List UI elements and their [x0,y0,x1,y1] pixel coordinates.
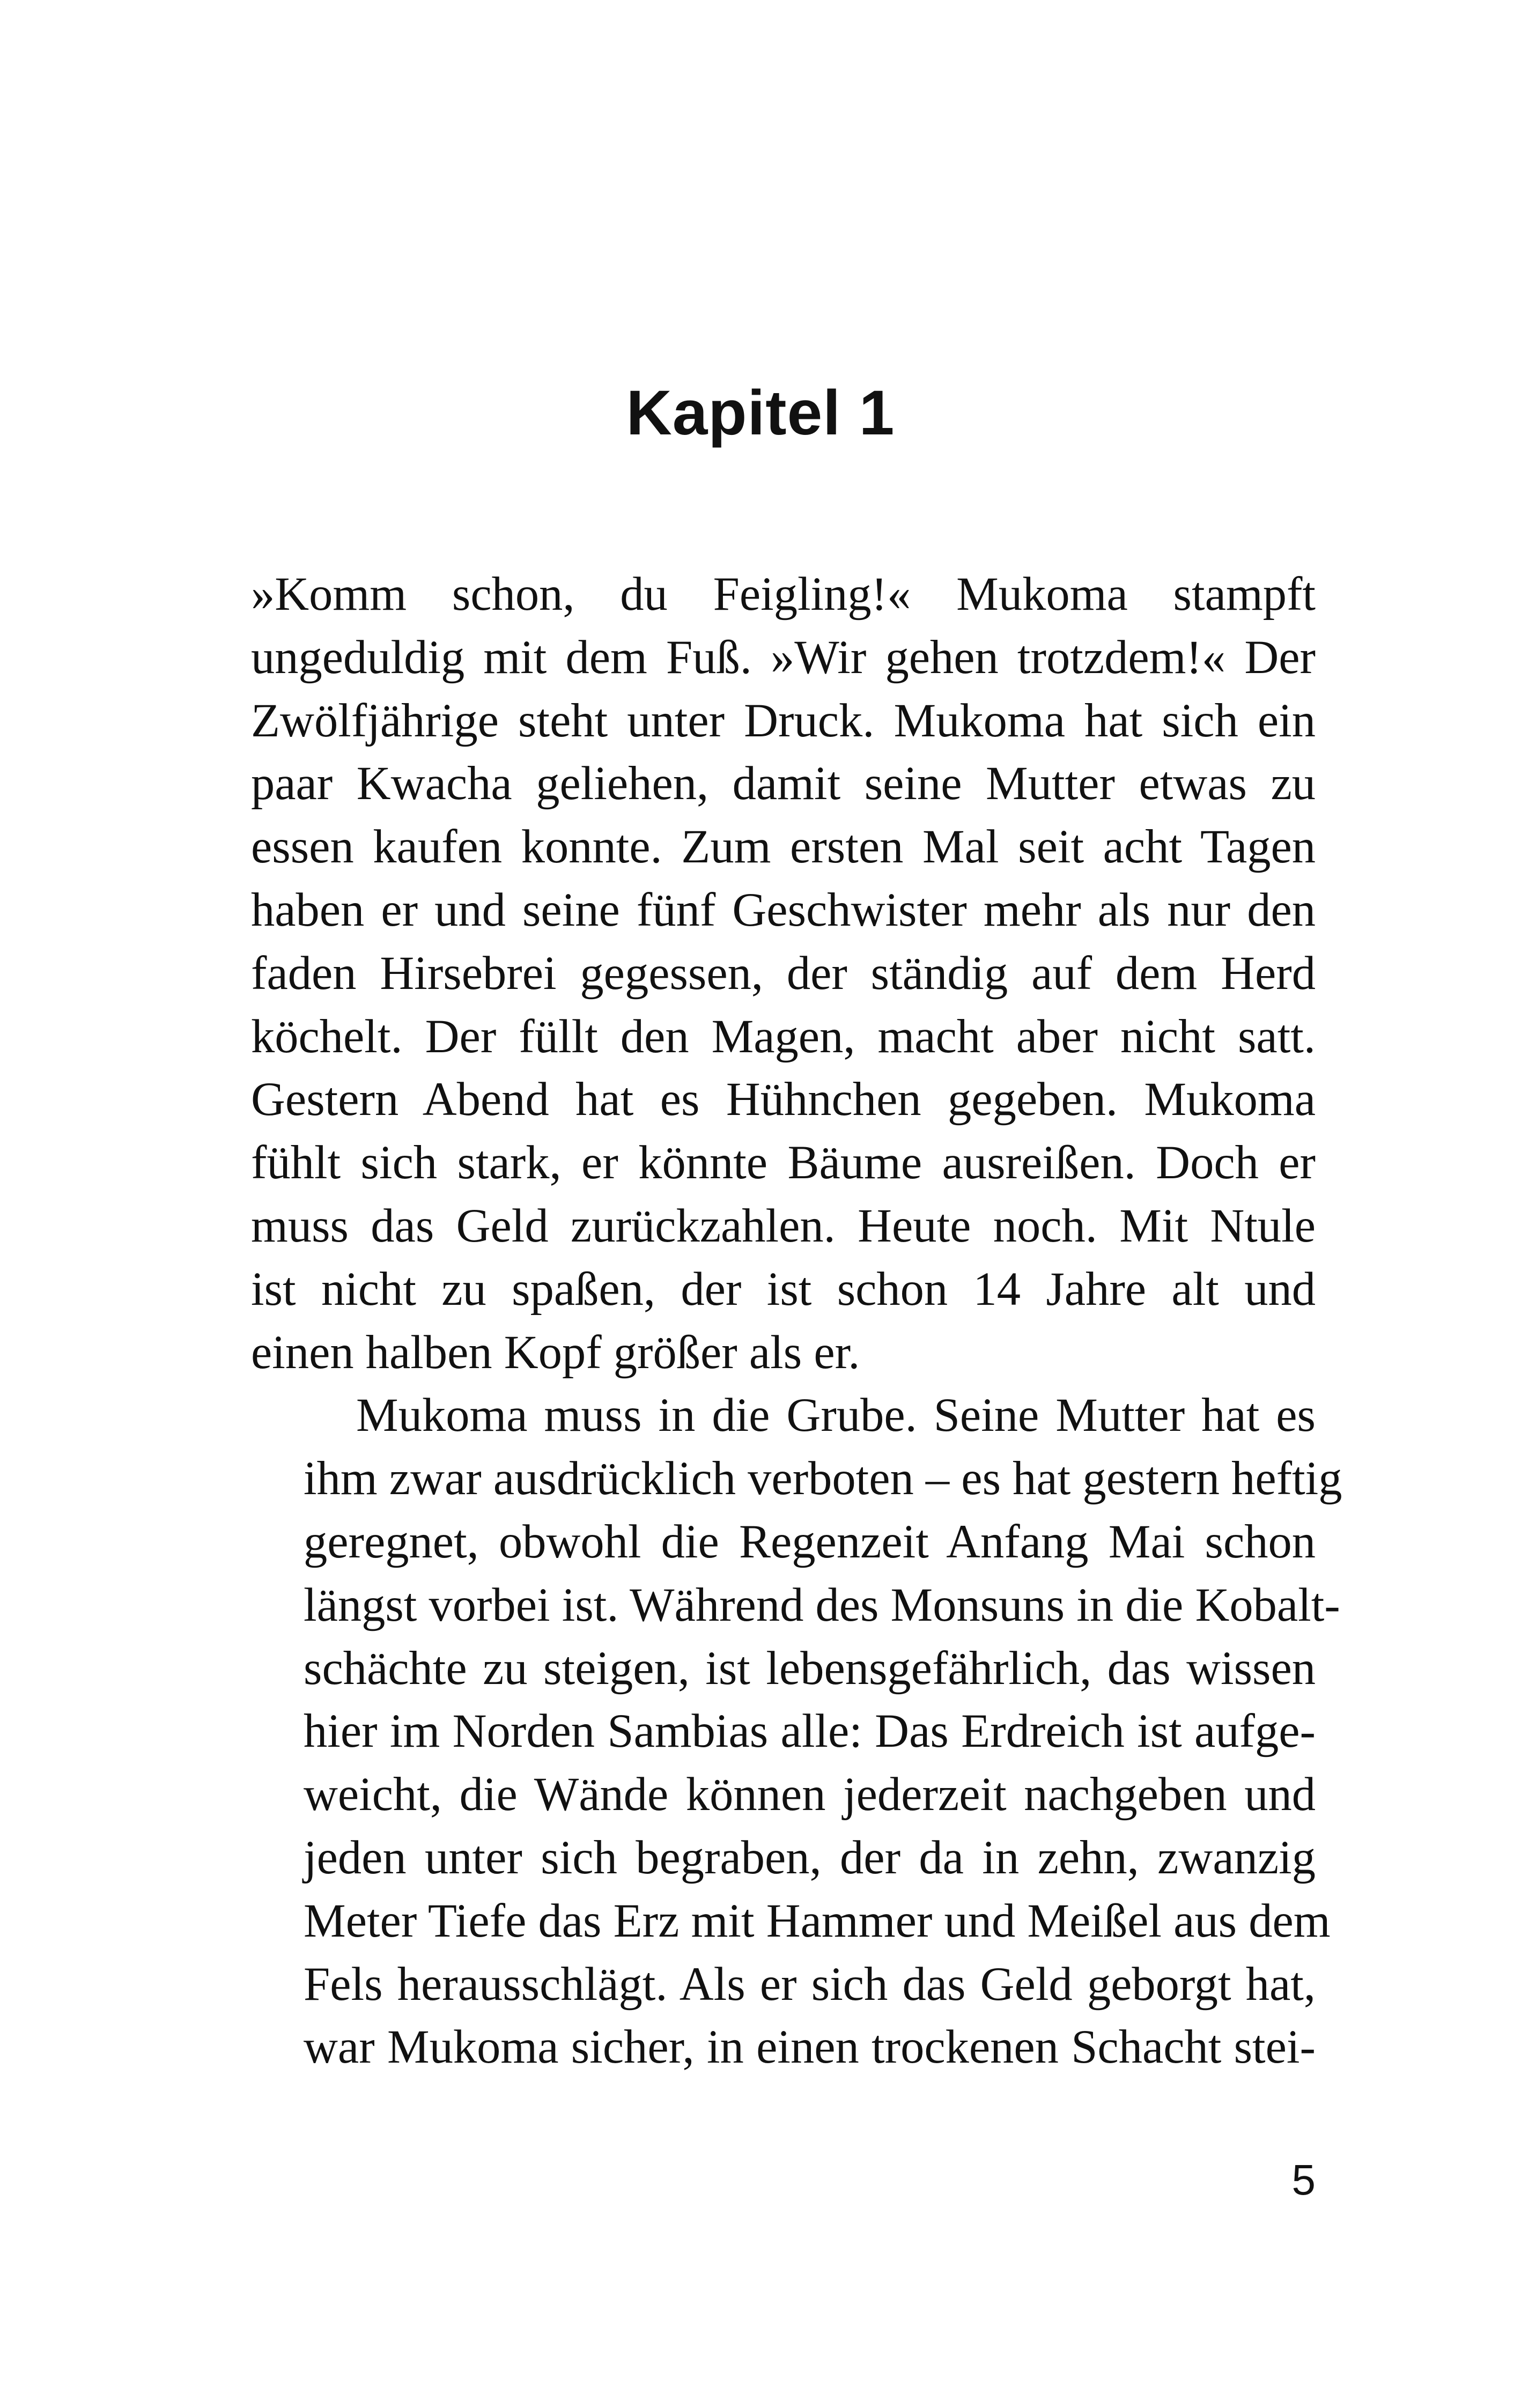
text-line: längst vorbei ist. Während des Monsuns in die Kobalt- [304,1578,1340,1631]
text-line: ist nicht zu spaßen, der ist schon 14 Jahre alt und [251,1262,1316,1316]
text-line: faden Hirsebrei gegessen, der ständig auf dem Herd [251,947,1316,1000]
chapter-title: Kapitel 1 [626,378,895,448]
text-line: »Komm schon, du Feigling!« Mukoma stampft [251,568,1316,621]
text-line: muss das Geld zurückzahlen. Heute noch. Mit Ntule [251,1199,1316,1252]
text-line: Meter Tiefe das Erz mit Hammer und Meißel aus dem [304,1894,1331,1947]
text-line: weicht, die Wände können jederzeit nachgeben und [304,1768,1316,1821]
text-line: ungeduldig mit dem Fuß. »Wir gehen trotzdem!« Der [251,631,1316,684]
text-line: fühlt sich stark, er könnte Bäume ausreißen. Doch er [251,1136,1316,1190]
text-line: schächte zu steigen, ist lebensgefährlich, das wissen [304,1642,1316,1695]
text-line: Zwölfjährige steht unter Druck. Mukoma hat sich ein [251,694,1316,747]
text-line: hier im Norden Sambias alle: Das Erdreich ist aufge- [304,1705,1316,1758]
paragraph-2 [251,1384,1342,2079]
text-line: paar Kwacha geliehen, damit seine Mutter etwas zu [251,757,1316,810]
text-line: geregnet, obwohl die Regenzeit Anfang Mai schon [304,1515,1316,1568]
text-line: Gestern Abend hat es Hühnchen gegeben. Mukoma [251,1073,1316,1126]
text-line: Mukoma muss in die Grube. Seine Mutter hat es [356,1389,1316,1442]
text-line: war Mukoma sicher, in einen trockenen Schacht stei- [304,2021,1316,2074]
text-line: essen kaufen konnte. Zum ersten Mal seit acht Tagen [251,821,1316,874]
text-line: ihm zwar ausdrücklich verboten – es hat gestern heftig [304,1452,1342,1505]
text-line: jeden unter sich begraben, der da in zehn, zwanzig [304,1831,1316,1884]
paragraph-1 [251,563,1316,1384]
text-line: haben er und seine fünf Geschwister mehr als nur den [251,883,1316,936]
body-text [251,563,1342,2079]
text-line: Fels herausschlägt. Als er sich das Geld geborgt hat, [304,1958,1316,2011]
page-number: 5 [1291,2156,1316,2204]
text-line: köchelt. Der füllt den Magen, macht aber nicht satt. [251,1010,1316,1063]
text-line: einen halben Kopf größer als er. [251,1326,860,1379]
